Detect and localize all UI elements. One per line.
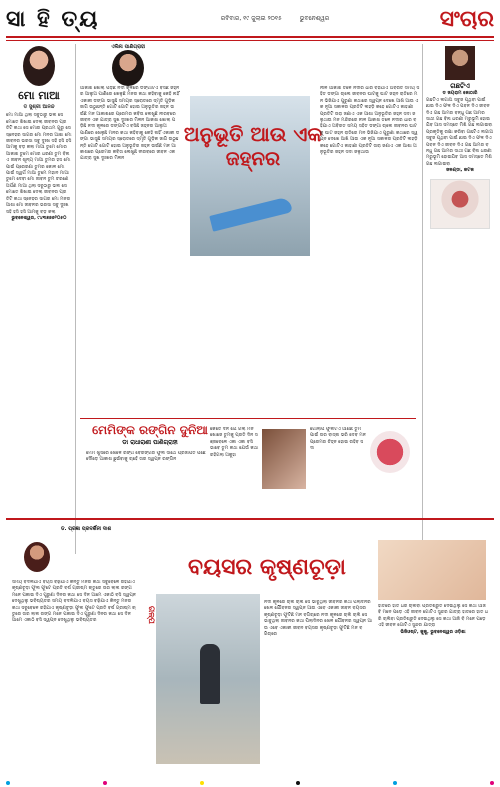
yellow-dot bbox=[200, 781, 204, 785]
poem-author: ଡ ଜୟରାମ କୋଠାରି bbox=[442, 91, 478, 97]
poems-band bbox=[80, 418, 416, 518]
city: ଭୁବନେଶ୍ୱର bbox=[299, 15, 330, 22]
cyan-dot bbox=[6, 781, 10, 785]
story-contact: ଭିଜିଓଷ୍ଟ, କୁକୁ, ଭୁବନେଶ୍ୱର ଓଡ଼ିଶା bbox=[400, 629, 466, 635]
article-text: ନୀଳ ଆକାଶ ତଳେ ନଦୀର ଧାର ବହିଯାଏ ଅବିରତ ସମୟ ସହିତ ଡଙ୍ଗା ଚାଲେ ଜୀବନର ଘାଟକୁ ଘାଟ ଜହ୍ନ ରାତିରେ ମନ ଭିଜିଯାଏ ପୁରୁଣା କଥାରେ ସ୍ୱପ୍ନ ଦେଖେ ଆଖି ଆଉ ଏକ ନୂଆ ସକାଳର ପ୍ରତିଟି ଲହଡ଼ି କହେ ଗୋଟିଏ କାହାଣୀ ପ୍ରତିଟି ତାରା ଜଣାଏ ଏକ ଆଶା ଅନୁଭୂତିର ଜହ୍ନ ସଦା ଜଳୁଥାଉ ମନ ମନ୍ଦିରରେ ନୀଳ ଆକାଶ ତଳେ ନଦୀର ଧାର ବହିଯାଏ ଅବିରତ ସମୟ ସହିତ ଡଙ୍ଗା ଚାଲେ ଜୀବନର ଘାଟକୁ ଘାଟ ଜହ୍ନ ରାତିରେ ମନ ଭିଜିଯାଏ ପୁରୁଣା କଥାରେ ସ୍ୱପ୍ନ ଦେଖେ ଆଖି ଆଉ ଏକ ନୂଆ ସକାଳର ପ୍ରତିଟି ଲହଡ଼ି କହେ ଗୋଟିଏ କାହାଣୀ ପ୍ରତିଟି ତାରା ଜଣାଏ ଏକ ଆଶା ଅନୁଭୂତିର ଜହ୍ନ ସଦା ଜଳୁଥାଉ bbox=[320, 86, 420, 156]
poem-text: ଗଛଟିଏ ଲଗାଅ ସବୁଜ ପୃଥିବୀ ପାଇଁ ଛାଇ ଦିଏ ଫଳ ଦିଏ ପବନ ଦିଏ ଜୀବନ ଦିଏ ଗଛ ଆମର ବନ୍ଧୁ ଗଛ ଆମର ସାଥୀ ଗଛ ବିନା ଧରଣୀ ମରୁଭୂମି ହୋଇଯିବ ଆସ ସମସ୍ତେ ମିଶି ଗଛ ଲଗାଇବା ପ୍ରକୃତିକୁ ରକ୍ଷା କରିବା ଗଛଟିଏ ଲଗାଅ ସବୁଜ ପୃଥିବୀ ପାଇଁ ଛାଇ ଦିଏ ଫଳ ଦିଏ ପବନ ଦିଏ ଜୀବନ ଦିଏ ଗଛ ଆମର ବନ୍ଧୁ ଗଛ ଆମର ସାଥୀ ଗଛ ବିନା ଧରଣୀ ମରୁଭୂମି ହୋଇଯିବ ଆସ ସମସ୍ତେ ମିଶି ଗଛ ଲଗାଇବା bbox=[426, 97, 494, 167]
poem-author: ଡ ସୁଶ୍ରୀ ଆନନ୍ଦ bbox=[23, 104, 55, 110]
band-text-b bbox=[210, 427, 260, 513]
story-col-2 bbox=[264, 600, 374, 780]
genre-tag: ଗଳ୍ପ bbox=[147, 606, 156, 624]
hands-photo bbox=[378, 540, 486, 600]
poem-contact: ଜଳଣ୍ଡା, କଟକ bbox=[446, 168, 474, 174]
section-title: ସା ହି ତ୍ୟ bbox=[6, 6, 100, 32]
author-photo bbox=[23, 46, 55, 86]
story-author: ଡ. ପ୍ରଜ୍ଞା ପ୍ରଦର୍ଶିନୀ ଦାଶ bbox=[60, 526, 112, 532]
masthead bbox=[6, 4, 494, 34]
center-text-left bbox=[80, 86, 180, 416]
black-dot bbox=[296, 781, 300, 785]
story-col-3 bbox=[378, 604, 488, 780]
poet-box bbox=[80, 44, 180, 80]
paper-logo: ସଂଚାର bbox=[439, 6, 494, 32]
poem-title: ମୋ ମାଆ bbox=[18, 89, 60, 102]
cyan-dot bbox=[393, 781, 397, 785]
magenta-dot bbox=[490, 781, 494, 785]
band-author: ଡା ରାଧାରାଣୀ ପାଣିଗ୍ରାହୀ bbox=[122, 439, 178, 446]
poet-photo bbox=[112, 50, 144, 86]
bottom-story bbox=[6, 518, 494, 780]
story-text: ନଦୀ କୂଳରେ ଚାଲି ଚାଲି ସେ ଭାବୁଥିଲା ଜୀବନର କଥା ପିଲାଦିନର ଖେଳ ଯୌବନର ସ୍ୱପ୍ନ ଆଉ ଏବେ ଏକାକୀ ଜୀବନ ବୟସର କୃଷ୍ଣଚୂଡ଼ା ଫୁଟିଛି ମନ ବଗିଚାରେ ନଦୀ କୂଳରେ ଚାଲି ଚାଲି ସେ ଭାବୁଥିଲା ଜୀବନର କଥା ପିଲାଦିନର ଖେଳ ଯୌବନର ସ୍ୱପ୍ନ ଆଉ ଏବେ ଏକାକୀ ଜୀବନ ବୟସର କୃଷ୍ଣଚୂଡ଼ା ଫୁଟିଛି ମନ ବଗିଚାରେ bbox=[264, 600, 372, 638]
magenta-dot bbox=[103, 781, 107, 785]
beach-photo bbox=[156, 594, 260, 764]
poem-text: ମୋ ମାଆ ଥିଲା ସବୁଠାରୁ ଭଲ ସେ ମୋତେ ଶିଖାଇ ଦେଲା ଜୀବନର ପ୍ରତିଟି କଥା ସେ ମୋର ପ୍ରଥମ ଗୁରୁ ସେ ସ୍ନେହର ସାଗର ମୋ ମନର ଆଶା ମୋ ଜୀବନର ଭରସା ସବୁ ଦୁଃଖ ସହି ହସି ହସି ଆମକୁ ବଡ଼ କଲା ମାଆ ତୁମେ ମୋର ଆକାଶ ତୁମେ ମୋର ଧରଣୀ ତୁମ ବିନା ଏ ଜୀବନ ଶୂନ୍ୟ ମାଆ ତୁମର ହସ ମୋ ପାଇଁ ପ୍ରେରଣା ତୁମର କୋଳ ମୋ ପାଇଁ ସ୍ୱର୍ଗ ମାଆ ତୁମେ ମହାନ ମାଆ ତୁମେ ଦେବୀ ମୋ ଜୀବନ ତୁମ ଚରଣେ ଅର୍ପଣ ମାଆ ଥିଲା ସବୁଠାରୁ ଭଲ ସେ ମୋତେ ଶିଖାଇ ଦେଲା ଜୀବନର ପ୍ରତିଟି କଥା ସ୍ନେହର ସାଗର ମୋ ମନର ଆଶା ମୋ ଜୀବନର ଭରସା ସବୁ ଦୁଃଖ ସହି ହସି ହସି ଆମକୁ ବଡ଼ କଲା bbox=[6, 113, 72, 215]
date: ରବିବାର, ୧୯ ଜୁଲାଇ ୨୦୧୫ bbox=[220, 15, 282, 22]
story-col-1 bbox=[12, 580, 136, 780]
center-text-right bbox=[320, 86, 420, 416]
author-photo bbox=[24, 542, 50, 572]
article-text: ଆକାଶ ଖୋଲା ପଡ଼ିଛି ନଦୀ କୂଳରେ ଡଙ୍ଗାଟିଏ ବସିଛି ଜହ୍ନର ଆଲୁଅ ପାଣିରେ ଖେଳୁଛି ମନର କଥା କହିବାକୁ କେହି ନାହିଁ ଏକାକୀ ଡଙ୍ଗା ଭାସୁଛି ସମୟର ସ୍ରୋତରେ ସ୍ମୃତି ଗୁଡ଼ିକ ଜାଗି ଉଠୁଛନ୍ତି ଗୋଟି ଗୋଟି ହୋଇ ଅନୁଭୂତିର ଜହ୍ନ ଉଇଁଛି ମନ ଆକାଶରେ ପ୍ରେମର କବିତା ଲେଖୁଛି ନୀରବରେ ଜୀବନ ଏକ ଯାତ୍ରା ସୁଖ ଦୁଃଖର ମିଳନ ଆକାଶ ଖୋଲା ପଡ଼ିଛି ନଦୀ କୂଳରେ ଡଙ୍ଗାଟିଏ ବସିଛି ଜହ୍ନର ଆଲୁଅ ପାଣିରେ ଖେଳୁଛି ମନର କଥା କହିବାକୁ କେହି ନାହିଁ ଏକାକୀ ଡଙ୍ଗା ଭାସୁଛି ସମୟର ସ୍ରୋତରେ ସ୍ମୃତି ଗୁଡ଼ିକ ଜାଗି ଉଠୁଛନ୍ତି ଗୋଟି ଗୋଟି ହୋଇ ଅନୁଭୂତିର ଜହ୍ନ ଉଇଁଛି ମନ ଆକାଶରେ ପ୍ରେମର କବିତା ଲେଖୁଛି ନୀରବରେ ଜୀବନ ଏକ ଯାତ୍ରା ସୁଖ ଦୁଃଖର ମିଳନ bbox=[80, 86, 180, 162]
poem-text: ଗୋଲାପ ଫୁଲଟିଏ ଆଣିଛି ତୁମ ପାଇଁ ତାର ବାସ୍ନା ଭରି ଦେବ ମନ ପ୍ରେମର ଚିହ୍ନ ହୋଇ ରହିବ ସଦା bbox=[310, 427, 366, 452]
poet-name: ଏଲିନା ପାଣିଗ୍ରାହୀ bbox=[110, 44, 146, 50]
story-title: ବୟସର କୃଷ୍ଣଚୂଡ଼ା bbox=[188, 554, 346, 580]
poem-text: ମେମି ଖୁସିରେ ଖେଳେ ରଙ୍ଗ ବେରଙ୍ଗର ଫୁଲ ସାଥେ ପ୍ରଜାପତି ପଛେ ଦୌଡ଼େ ଆକାଶ ଛୁଇଁବାକୁ ଚାହେଁ ତାର ସ୍ୱପ୍ନ ରଙ୍ଗିନ bbox=[86, 451, 206, 463]
story-text: ହାତରେ ହାତ ଧରି ଚାଲିବା ପ୍ରତିଶ୍ରୁତି ଦେଇଥିଲୁ ସେ କଥା ଆଜି ବି ମନେ ପଡ଼େ ଏହି ଜୀବନ ଗୋଟିଏ ସୁନ୍ଦର ଯାତ୍ରା ହାତରେ ହାତ ଧରି ଚାଲିବା ପ୍ରତିଶ୍ରୁତି ଦେଇଥିଲୁ ସେ କଥା ଆଜି ବି ମନେ ପଡ଼େ ଏହି ଜୀବନ ଗୋଟିଏ ସୁନ୍ଦର ଯାତ୍ରା bbox=[378, 604, 488, 629]
band-title: ମେମିଙ୍କ ରଙ୍ଗିନ ଦୁନିଆ bbox=[92, 423, 208, 437]
author-photo bbox=[445, 46, 475, 80]
boat-photo bbox=[190, 96, 310, 256]
left-column bbox=[6, 44, 76, 554]
band-text-a bbox=[86, 451, 206, 511]
boat-shape bbox=[209, 196, 292, 231]
feature-title: ଅନୁଭୂତି ଆଉ ଏକ ଜହ୍ନର bbox=[183, 122, 323, 170]
tree-illustration bbox=[430, 179, 490, 229]
header-rule bbox=[6, 36, 494, 38]
print-registration bbox=[6, 781, 494, 785]
poem-text: କେତେ ଦିନ ଯେ ଗଲା ମନ ଖୋଜେ ତୁମକୁ ପ୍ରତି ଦିନ ସଞ୍ଜବେଳେ ଏକା ଏକା ବସି ଭାବେ ତୁମ କଥା ଯେଉଁ କଥା ରହିଗଲା ଅକୁହା bbox=[210, 427, 259, 458]
band-text-c bbox=[310, 427, 366, 513]
story-text: ସମୟ ବଦଳିଯାଏ ବୟସ ବଢ଼ିଯାଏ କିନ୍ତୁ ମନର କଥା ସବୁବେଳେ ରହିଯାଏ କୃଷ୍ଣଚୂଡ଼ା ଫୁଲ ଫୁଟେ ପ୍ରତି ବର୍ଷ ଗ୍ରୀଷ୍ମ ଋତୁରେ ତାର ଲାଲ ରଙ୍ଗ ମନେ ପକାଇ ଦିଏ ପୁରୁଣା ଦିନର କଥା ସେ ଦିନ ଆମେ ଏକାଠି ବସି ସ୍ୱପ୍ନ ଦେଖୁଥିଲୁ ଭବିଷ୍ୟତର ସମୟ ବଦଳିଯାଏ ବୟସ ବଢ଼ିଯାଏ କିନ୍ତୁ ମନର କଥା ସବୁବେଳେ ରହିଯାଏ କୃଷ୍ଣଚୂଡ଼ା ଫୁଲ ଫୁଟେ ପ୍ରତି ବର୍ଷ ଗ୍ରୀଷ୍ମ ଋତୁରେ ତାର ଲାଲ ରଙ୍ଗ ମନେ ପକାଇ ଦିଏ ପୁରୁଣା ଦିନର କଥା ସେ ଦିନ ଆମେ ଏକାଠି ବସି ସ୍ୱପ୍ନ ଦେଖୁଥିଲୁ ଭବିଷ୍ୟତର bbox=[12, 580, 136, 624]
woman-photo bbox=[262, 429, 306, 489]
right-column bbox=[422, 44, 494, 554]
poem-title: ଗଛଟିଏ bbox=[450, 82, 470, 90]
header-rule-thin bbox=[6, 40, 494, 41]
dateline bbox=[146, 15, 404, 23]
poem-contact: ଭୁବନେଶ୍ୱର, ୯୪୩୭୭୭୨୦୫୦ bbox=[11, 215, 67, 221]
man-silhouette bbox=[200, 644, 220, 704]
rose-illustration bbox=[370, 431, 410, 473]
